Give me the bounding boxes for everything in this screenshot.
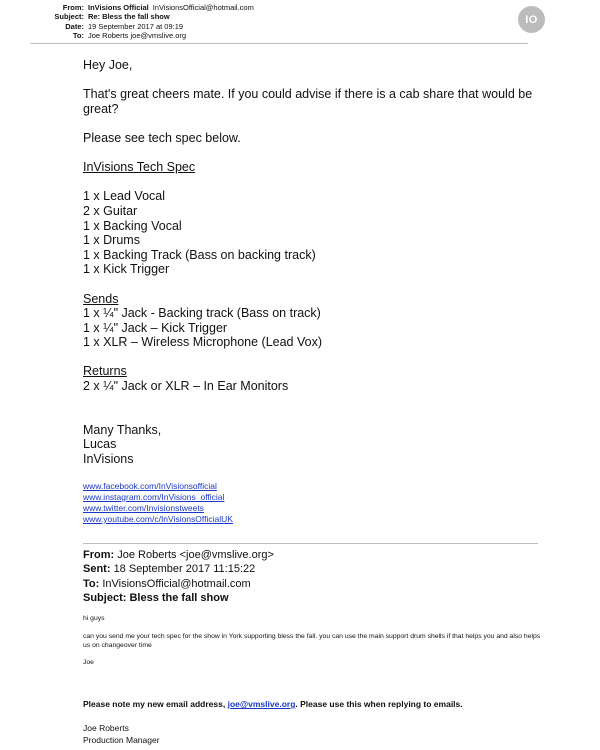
date-label: Date:: [65, 21, 84, 31]
quoted-to: InVisionsOfficial@hotmail.com: [102, 577, 251, 590]
spec-item: 1 x Lead Vocal: [83, 189, 166, 204]
quoted-to-label: To:: [83, 577, 100, 590]
returns-item: 2 x ¼" Jack or XLR – In Ear Monitors: [83, 379, 289, 394]
reply-body: [83, 58, 543, 467]
quoted-signature: [83, 722, 160, 746]
sends-item: 1 x XLR – Wireless Microphone (Lead Vox): [83, 335, 322, 350]
to-row: [0, 31, 520, 40]
quoted-greeting: hi guys: [83, 615, 105, 622]
sender-avatar: IO: [518, 6, 545, 33]
signoff-band: InVisions: [83, 452, 134, 467]
quoted-header: [83, 548, 274, 605]
date-value: 19 September 2017 at 09:19: [88, 21, 184, 31]
new-email-link[interactable]: joe@vmslive.org: [227, 699, 296, 709]
signoff-name: Lucas: [83, 437, 117, 452]
signoff-thanks: Many Thanks,: [83, 422, 162, 437]
spec-item: 1 x Backing Track (Bass on backing track): [83, 247, 316, 262]
spec-item: 1 x Backing Vocal: [83, 218, 182, 233]
quoted-sent: 18 September 2017 11:15:22: [113, 563, 256, 576]
spec-item: 2 x Guitar: [83, 203, 138, 218]
twitter-link[interactable]: www.twitter.com/Invisionstweets: [83, 502, 204, 513]
from-row: [0, 3, 520, 12]
subject-row: [0, 12, 520, 21]
spec-item: 1 x Drums: [83, 233, 140, 248]
sender-name: InVisions Official: [88, 3, 149, 12]
social-links: [83, 481, 233, 525]
from-label: From:: [62, 3, 84, 12]
paragraph-see-spec: Please see tech spec below.: [83, 130, 241, 145]
instagram-link[interactable]: www.instagram.com/InVisions_official: [83, 491, 225, 502]
greeting: Hey Joe,: [83, 58, 133, 72]
email-change-notice: Please note my new email address, joe@vmslive.org. Please use this when replying to emails.: [83, 699, 463, 709]
header-divider: [30, 43, 528, 44]
to-label: To:: [72, 31, 84, 41]
quoted-name: Joe: [83, 659, 94, 666]
returns-title: Returns: [83, 364, 127, 379]
subject-value: Re: Bless the fall show: [88, 12, 170, 22]
quoted-subject-label: Subject:: [83, 591, 127, 604]
paragraph-cab-share: That's great cheers mate. If you could advise if there is a cab share that would be great?: [83, 87, 533, 116]
sends-item: 1 x ¼" Jack – Kick Trigger: [83, 320, 228, 335]
sends-title: Sends: [83, 291, 119, 306]
quoted-divider: [83, 543, 538, 544]
sends-item: 1 x ¼" Jack - Backing track (Bass on track): [83, 306, 321, 321]
spec-title: InVisions Tech Spec: [83, 160, 196, 175]
quoted-sent-label: Sent:: [83, 563, 111, 576]
sig-name: Joe Roberts: [83, 723, 129, 733]
quoted-subject: Bless the fall show: [129, 591, 229, 604]
email-header: [0, 3, 520, 41]
quoted-body: can you send me your tech spec for the show in York supporting bless the fall. you can use the main support drum shells if that helps you and also helps us on changeover time: [83, 633, 541, 649]
quoted-from: Joe Roberts <joe@vmslive.org>: [117, 549, 274, 561]
sender-email[interactable]: InVisionsOfficial@hotmail.com: [152, 3, 254, 12]
facebook-link[interactable]: www.facebook.com/InVisionsofficial: [83, 481, 217, 491]
to-value[interactable]: Joe Roberts joe@vmslive.org: [88, 31, 187, 41]
sig-title: Production Manager: [83, 735, 160, 745]
date-row: [0, 22, 520, 31]
spec-item: 1 x Kick Trigger: [83, 262, 170, 277]
subject-label: Subject:: [54, 12, 84, 22]
youtube-link[interactable]: www.youtube.com/c/InVisionsOfficialUK: [83, 513, 233, 524]
quoted-from-label: From:: [83, 549, 115, 561]
